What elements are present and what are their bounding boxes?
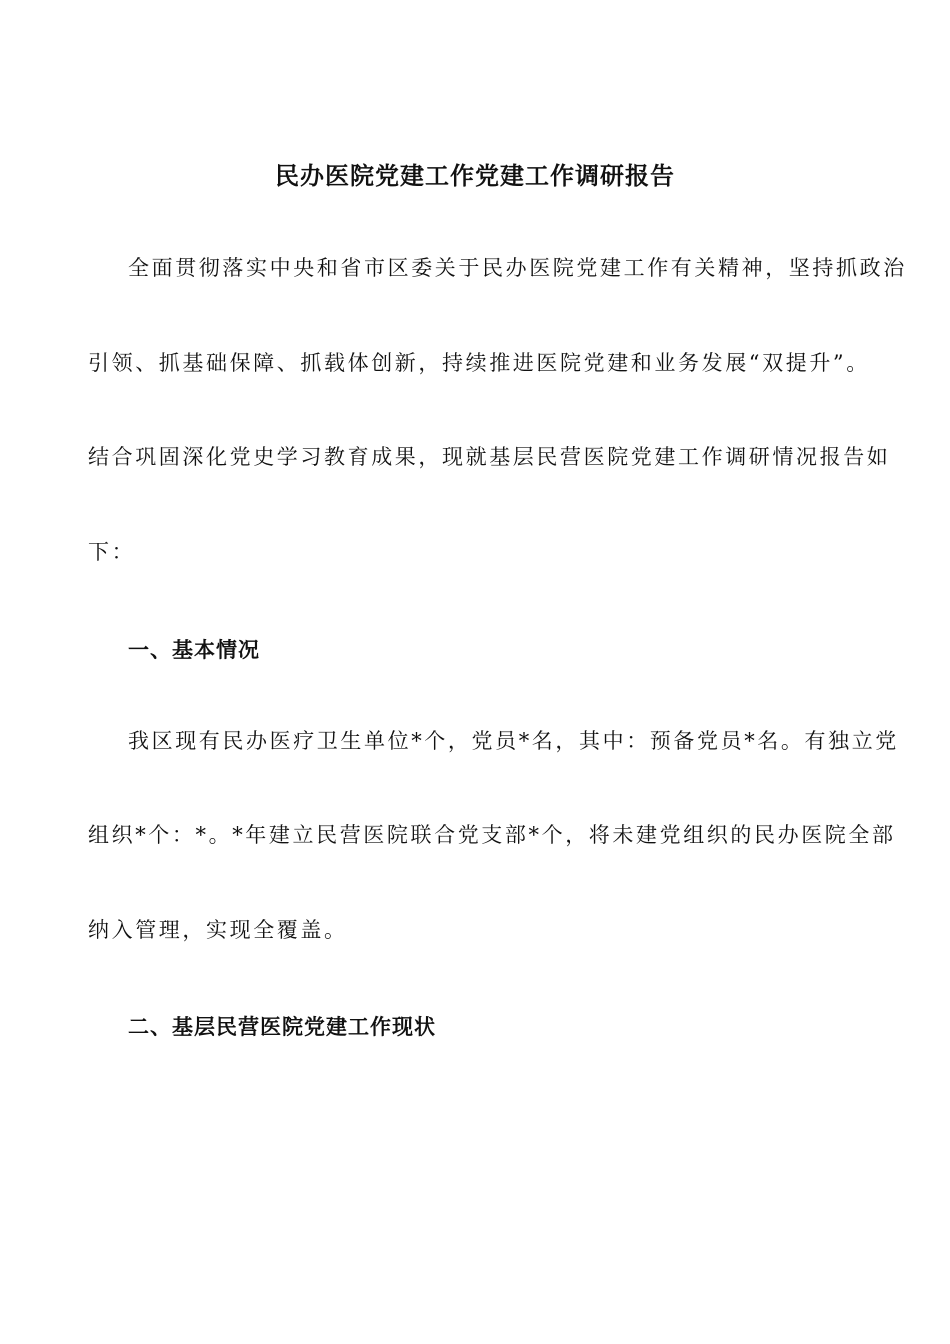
paragraph-line: 我区现有民办医疗卫生单位*个，党员*名，其中：预备党员*名。有独立党	[128, 729, 899, 753]
paragraph-line: 引领、抓基础保障、抓载体创新，持续推进医院党建和业务发展“双提升”。	[88, 351, 870, 375]
paragraph-line: 下：	[88, 540, 136, 564]
paragraph-line: 纳入管理，实现全覆盖。	[88, 918, 348, 942]
paragraph-line: 组织*个：*。*年建立民营医院联合党支部*个，将未建党组织的民办医院全部	[88, 823, 896, 847]
document-title: 民办医院党建工作党建工作调研报告	[275, 161, 675, 190]
paragraph-line: 全面贯彻落实中央和省市区委关于民办医院党建工作有关精神，坚持抓政治	[128, 256, 907, 280]
section-heading-basic-situation: 一、基本情况	[128, 637, 260, 662]
section-heading-current-status: 二、基层民营医院党建工作现状	[128, 1014, 436, 1039]
paragraph-line: 结合巩固深化党史学习教育成果，现就基层民营医院党建工作调研情况报告如	[88, 445, 891, 469]
